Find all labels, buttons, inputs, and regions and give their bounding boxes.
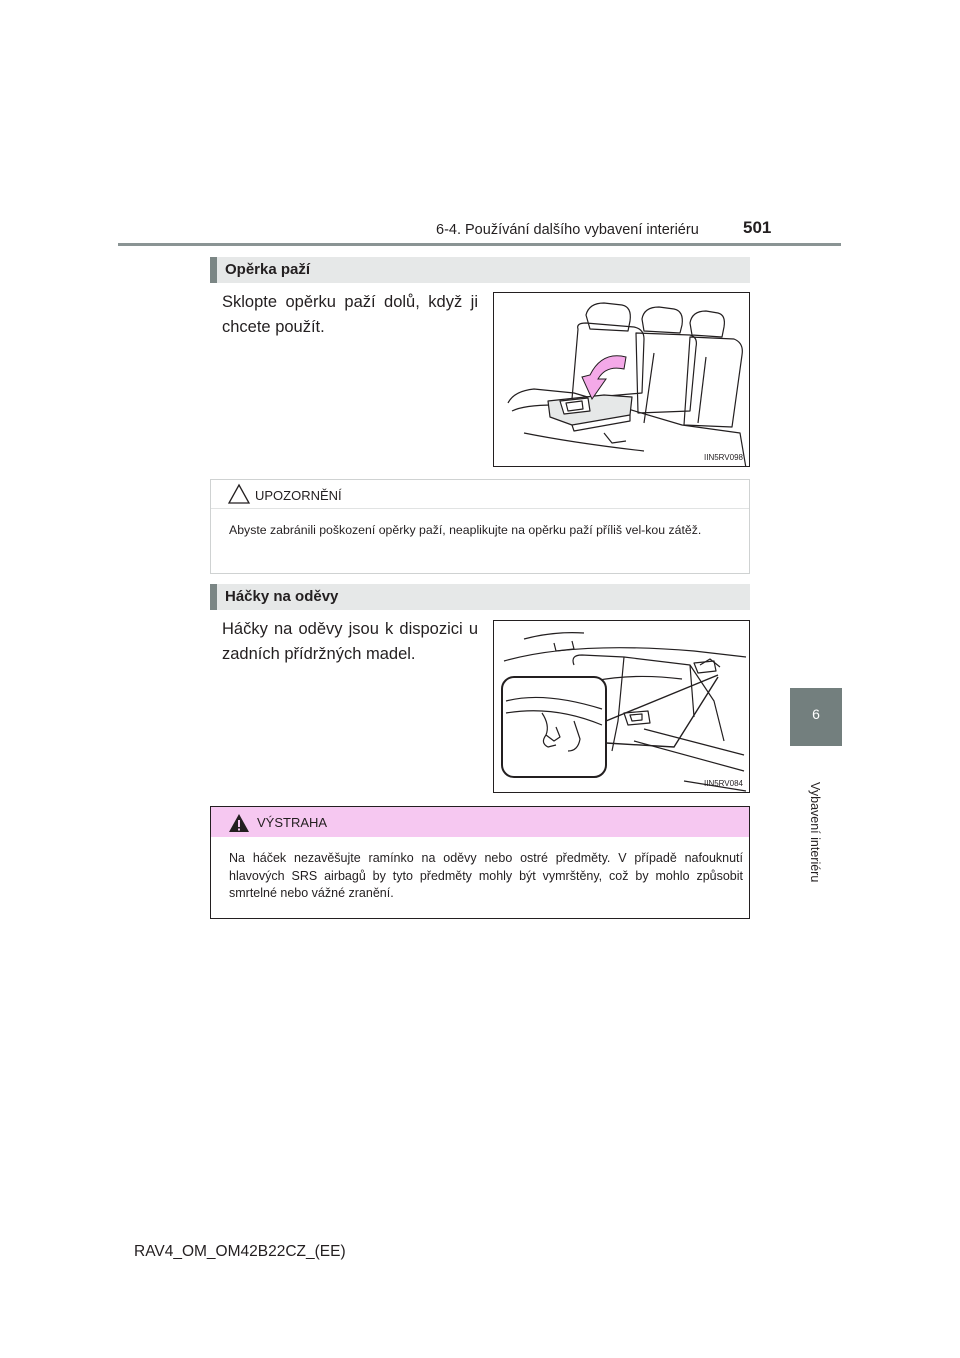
section-heading-text: Háčky na oděvy [225, 588, 339, 605]
warning-icon [227, 812, 251, 834]
armrest-illustration [493, 292, 750, 467]
armrest-drawing [494, 293, 750, 467]
chapter-tab-number: 6 [812, 706, 820, 722]
warning-title: VÝSTRAHA [257, 815, 328, 830]
caution-icon [227, 483, 251, 505]
coat-hook-illustration [493, 620, 750, 793]
figure-code: IIN5RV098 [704, 453, 743, 462]
section-heading-coat-hooks [210, 584, 750, 610]
chapter-title: 6-4. Používání dalšího vybavení interiéru [436, 222, 699, 238]
coat-hook-drawing [494, 621, 750, 793]
warning-text: Na háček nezavěšujte ramínko na oděvy nebo ostré předměty. V případě nafouknutí hlavových SRS airbagů by tyto předměty mohly být vymrštěny, což by mohlo způsobit smrtelné nebo vážné zranění. [229, 851, 743, 900]
caution-title: UPOZORNĚNÍ [255, 488, 342, 503]
warning-header [211, 807, 749, 837]
warning-box [210, 806, 750, 919]
figure-code: IIN5RV084 [704, 779, 743, 788]
chapter-tab-label: Vybavení interiéru [808, 782, 822, 883]
section-heading-armrest [210, 257, 750, 283]
chapter-tab [790, 688, 842, 746]
caution-divider [211, 508, 749, 509]
section-body-coat-hooks: Háčky na oděvy jsou k dispozici u zadních přídržných madel. [222, 620, 478, 663]
document-code: RAV4_OM_OM42B22CZ_(EE) [134, 1243, 346, 1260]
header-divider [118, 243, 841, 246]
section-heading-text: Opěrka paží [225, 261, 311, 278]
caution-text: Abyste zabránili poškození opěrky paží, neaplikujte na opěrku paží příliš vel-kou zátěž. [229, 523, 702, 537]
caution-box [210, 479, 750, 574]
page-number: 501 [743, 218, 772, 237]
section-body-armrest: Sklopte opěrku paží dolů, když ji chcete použít. [222, 293, 478, 336]
